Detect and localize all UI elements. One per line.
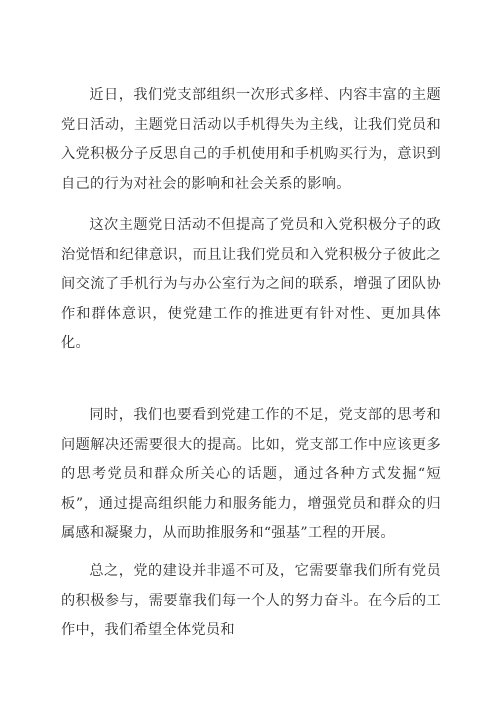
paragraph-1: 近日，我们党支部组织一次形式多样、内容丰富的主题党日活动，主题党日活动以手机得失为主线，让我们党员和入党积极分子反思自己的手机使用和手机购买行为，意识到自己的行为对社会的影响和社会关系的影响。	[61, 87, 441, 192]
paragraph-2: 这次主题党日活动不但提高了党员和入党积极分子的政治觉悟和纪律意识，而且让我们党员和入党积极分子彼此之间交流了手机行为与办公室行为之间的联系，增强了团队协作和群体意识，使党建工作的推进更有针对性、更加具体化。	[61, 217, 441, 351]
paragraph-4: 总之，党的建设并非遥不可及，它需要靠我们所有党员的积极参与，需要靠我们每一个人的努力奋斗。在今后的工作中，我们希望全体党员和	[61, 563, 441, 638]
paragraph-3: 同时，我们也要看到党建工作的不足，党支部的思考和问题解决还需要很大的提高。比如，党支部工作中应该更多的思考党员和群众所关心的话题，通过各种方式发掘“短板”，通过提高组织能力和服务能力，增强党员和群众的归属感和凝聚力，从而助推服务和“强基”工程的开展。	[61, 407, 441, 541]
